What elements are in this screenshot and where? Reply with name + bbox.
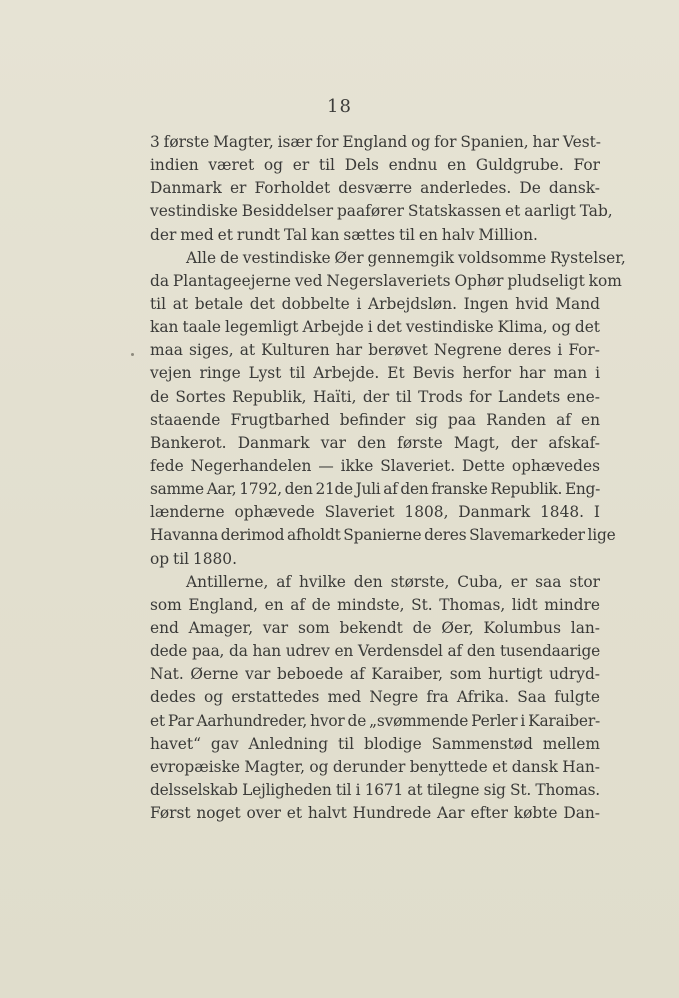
text-line: end Amager, var som bekendt de Øer, Kolumbus lan- [150, 618, 600, 637]
text-line: Bankerot. Danmark var den første Magt, der afskaf- [150, 433, 600, 452]
text-line: havet“ gav Anledning til blodige Sammenstød mellem [150, 734, 600, 753]
text-line: der med et rundt Tal kan sættes til en halv Million. [150, 225, 538, 244]
text-line: fede Negerhandelen — ikke Slaveriet. Dette ophævedes [150, 456, 600, 475]
text-line: Først noget over et halvt Hundrede Aar efter købte Dan- [150, 804, 600, 823]
text-line: maa siges, at Kulturen har berøvet Negrene deres i For- [150, 341, 600, 360]
text-line: op til 1880. [150, 549, 237, 568]
text-line: Alle de vestindiske Øer gennemgik voldsomme Rystelser, [186, 248, 626, 267]
text-line: 3 første Magter, især for England og for Spanien, har Vest- [150, 133, 601, 151]
text-line: staaende Frugtbarhed befinder sig paa Randen af en [150, 410, 600, 429]
text-line: indien været og er til Dels endnu en Guldgrube. For [150, 156, 600, 175]
text-line: vejen ringe Lyst til Arbejde. Et Bevis herfor har man i [150, 364, 600, 383]
text-line: Nat. Øerne var beboede af Karaiber, som hurtigt udryd- [150, 665, 600, 684]
text-line: lænderne ophævede Slaveriet 1808, Danmark 1848. I [150, 503, 600, 522]
text-line: delsselskab Lejligheden til i 1671 at tilegne sig St. Thomas. [150, 780, 600, 799]
page-number: 18 [327, 96, 352, 117]
text-line: Danmark er Forholdet desværre anderledes. De dansk- [150, 179, 600, 198]
text-line: dedes og erstattedes med Negre fra Afrika. Saa fulgte [150, 688, 600, 707]
text-line: evropæiske Magter, og derunder benyttede et dansk Han- [150, 757, 600, 776]
text-line: da Plantageejerne ved Negerslaveriets Ophør pludseligt kom [150, 271, 622, 290]
text-line: et Par Aarhundreder, hvor de „svømmende Perler i Karaiber- [150, 711, 600, 730]
text-line: vestindiske Besiddelser paafører Statskassen et aarligt Tab, [150, 202, 613, 221]
text-line: kan taale legemligt Arbejde i det vestindiske Klima, og det [150, 318, 600, 337]
text-line: de Sortes Republik, Haïti, der til Trods for Landets ene- [150, 387, 600, 406]
text-line: dede paa, da han udrev en Verdensdel af den tusendaarige [150, 642, 600, 661]
text-line: til at betale det dobbelte i Arbejdsløn. Ingen hvid Mand [150, 294, 600, 313]
text-line: som England, en af de mindste, St. Thomas, lidt mindre [150, 595, 600, 614]
text-line: samme Aar, 1792, den 21de Juli af den franske Republik. Eng- [150, 480, 600, 499]
text-line: Havanna derimod afholdt Spanierne deres Slavemarkeder lige [150, 526, 616, 545]
text-line: Antillerne, af hvilke den største, Cuba, er saa stor [186, 572, 600, 591]
body-text [150, 131, 626, 825]
paper-speck [131, 353, 134, 356]
